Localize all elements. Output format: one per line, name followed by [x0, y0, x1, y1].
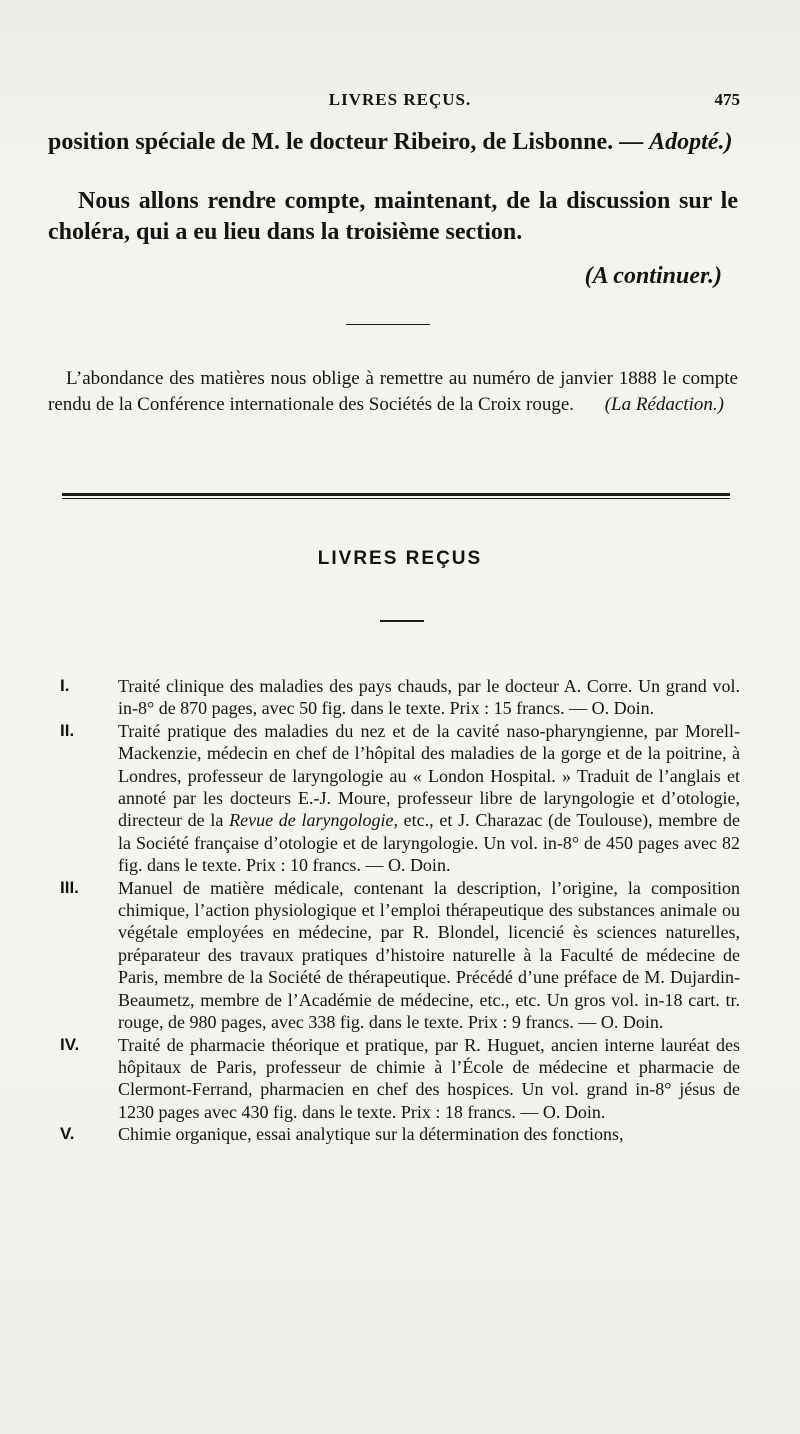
book-description-part: , etc., et J. Charazac (de Toulouse), membre de la Société française d’otologie et de laryngologie. Un vol. in-8° de 450 pages avec 82 fig. dans le texte. Prix : 10 francs. — O. Doin.	[118, 810, 740, 876]
book-number: I.	[60, 676, 70, 695]
section-divider-thick	[62, 493, 730, 496]
running-head	[60, 90, 740, 114]
book-list	[60, 675, 740, 1146]
previous-article-paragraph-2: Nous allons rendre compte, maintenant, de la discussion sur le choléra, qui a eu lieu dans la troisième section.	[48, 188, 738, 245]
section-title: LIVRES REÇUS	[317, 548, 483, 569]
section-divider-thin	[62, 498, 730, 499]
short-divider	[346, 324, 430, 325]
book-item	[60, 877, 740, 1034]
book-description: Traité de pharmacie théorique et pratique, par R. Huguet, ancien interne lauréat des hôpitaux de Paris, professeur de chimie à l’École de médecine et pharmacie de Clermont-Ferrand, pharmacien en chef des hospices. Un vol. grand in-8° jésus de 1230 pages avec 430 fig. dans le texte. Prix : 18 francs. — O. Doin.	[118, 1034, 740, 1122]
journal-title: Revue de laryngologie	[229, 810, 394, 831]
book-description	[118, 720, 740, 877]
notice-signature: (La Rédaction.)	[604, 394, 724, 415]
page-number: 475	[714, 90, 740, 109]
to-be-continued: (A continuer.)	[584, 263, 722, 289]
title-divider	[380, 620, 424, 622]
book-description: Traité clinique des maladies des pays chauds, par le docteur A. Corre. Un grand vol. in-8° de 870 pages, avec 50 fig. dans le texte. Prix : 15 francs. — O. Doin.	[118, 676, 740, 719]
book-description-part: Traité pratique des maladies du nez et de la cavité naso-pharyngienne, par Morell-Mackenzie, médecin en chef de l’hôpital des maladies de la gorge et de la poitrine, à Londres, professeur de laryngologie au « London Hospital. » Traduit de l’anglais et annoté par les docteurs E.-J. Moure, professeur libre de laryngologie et d’otologie, directeur de la	[118, 720, 740, 831]
book-item	[60, 1034, 740, 1124]
running-title: LIVRES REÇUS.	[328, 90, 472, 109]
book-number: II.	[60, 720, 75, 740]
book-item	[60, 720, 740, 877]
book-item	[60, 675, 740, 720]
paragraph-1-italic: Adopté.)	[649, 129, 733, 155]
book-number: V.	[60, 1124, 75, 1144]
book-number: III.	[60, 877, 79, 897]
paragraph-1-text: position spéciale de M. le docteur Ribeiro, de Lisbonne. —	[48, 129, 644, 155]
editorial-notice	[48, 366, 738, 418]
book-description: Manuel de matière médicale, contenant la description, l’origine, la composition chimique, l’action physiologique et l’emploi thérapeutique des substances animale ou végétale employées en médecine, par R. Blondel, licencié ès sciences naturelles, préparateur des travaux pratiques d’histoire naturelle à la Faculté de médecine de Paris, membre de la Société de thérapeutique. Précédé d’une préface de M. Dujardin-Beaumetz, membre de l’Académie de médecine, etc., etc. Un gros vol. in-18 cart. tr. rouge, de 980 pages, avec 338 fig. dans le texte. Prix : 9 francs. — O. Doin.	[118, 877, 740, 1033]
previous-article-paragraph-1	[48, 128, 738, 157]
book-item	[60, 1123, 740, 1145]
book-description: Chimie organique, essai analytique sur la détermination des fonctions,	[118, 1124, 624, 1145]
book-number: IV.	[60, 1034, 80, 1054]
notice-text: L’abondance des matières nous oblige à remettre au numéro de janvier 1888 le compte rendu de la Conférence internationale des Sociétés de la Croix rouge.	[48, 368, 738, 415]
